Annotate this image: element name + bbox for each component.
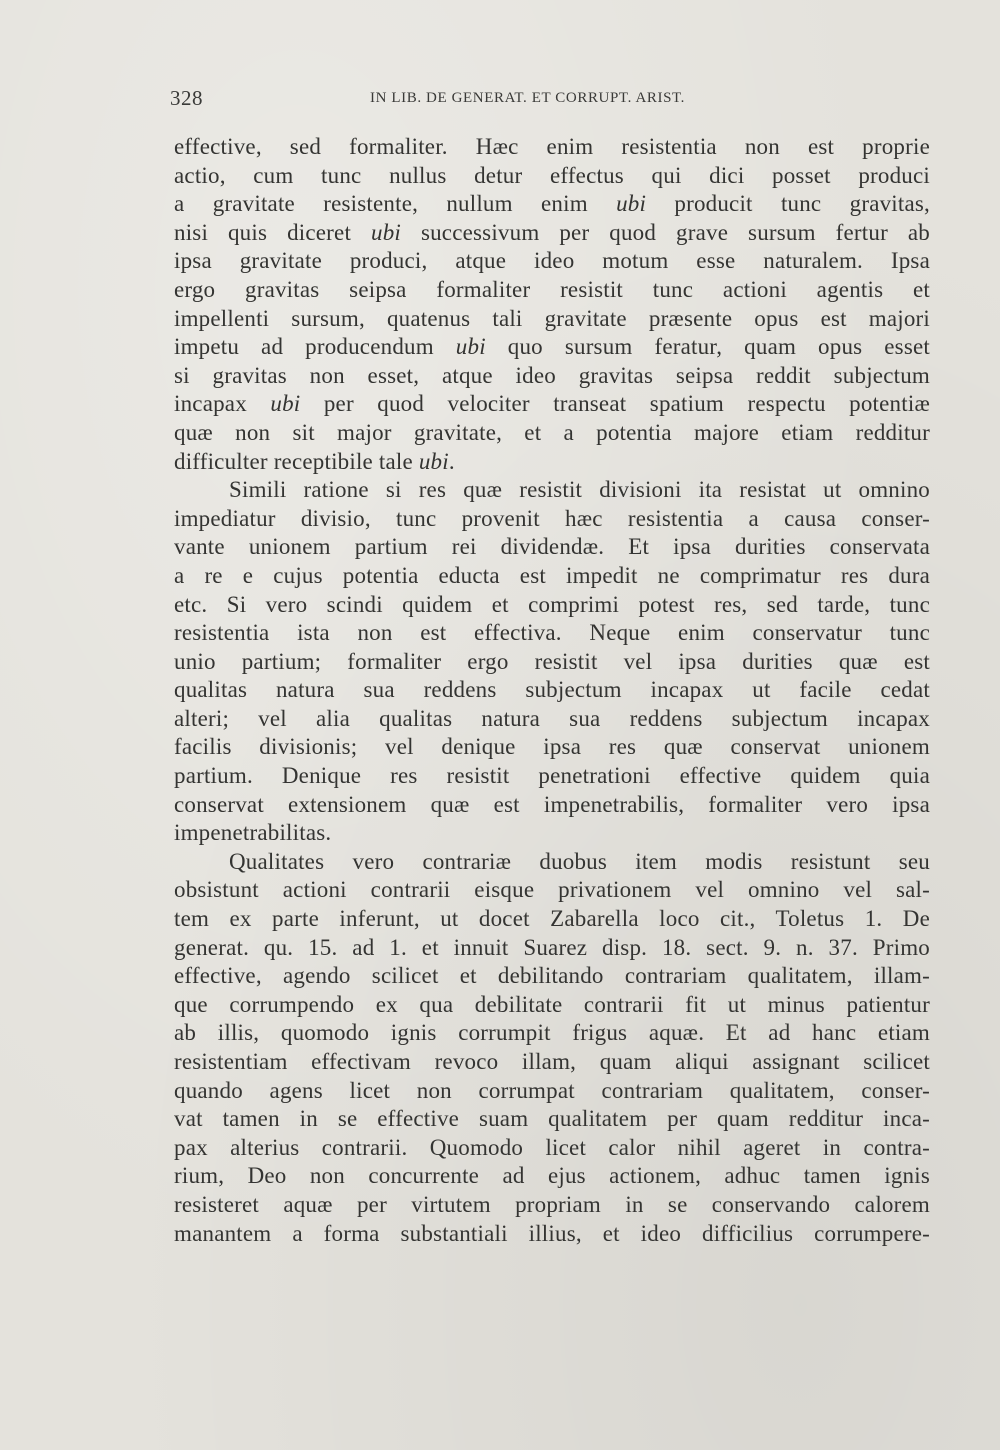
text-line: resisteret aquæ per virtutem propriam in se conservando calorem [174,1191,930,1217]
page-number: 328 [170,86,203,110]
text-line: Qualitates vero contrariæ duobus item modis resistunt seu [229,848,930,874]
text-line: a gravitate resistente, nullum enim ubi producit tunc gravitas, [174,191,930,217]
text-line: resistentiam effectivam revoco illam, quam aliqui assignant scilicet [174,1049,930,1074]
text-line: effective, agendo scilicet et debilitando contrariam qualitatem, illam- [174,963,930,989]
text-line: pax alterius contrarii. Quomodo licet calor nihil ageret in contra- [174,1134,930,1160]
text-line: ipsa gravitate produci, atque ideo motum esse naturalem. Ipsa [174,248,930,274]
text-line: generat. qu. 15. ad 1. et innuit Suarez disp. 18. sect. 9. n. 37. Primo [174,934,930,960]
text-line: difficulter receptibile tale ubi. [174,448,455,474]
page-header [170,86,930,116]
text-line: facilis divisionis; vel denique ipsa res quæ conservat unionem [174,734,930,760]
text-line: impenetrabilitas. [174,820,332,846]
text-line: tem ex parte inferunt, ut docet Zabarella loco cit., Toletus 1. De [174,906,930,932]
text-line: resistentia ista non est effectiva. Neque enim conservatur tunc [174,620,930,646]
text-line: nisi quis diceret ubi successivum per quod grave sursum fertur ab [174,219,930,245]
text-line: effective, sed formaliter. Hæc enim resistentia non est proprie [174,134,930,159]
text-line: ab illis, quomodo ignis corrumpit frigus aquæ. Et ad hanc etiam [174,1020,930,1046]
text-line: impediatur divisio, tunc provenit hæc resistentia a causa conser- [174,505,930,531]
text-line: impetu ad producendum ubi quo sursum feratur, quam opus esset [174,334,930,360]
text-line: etc. Si vero scindi quidem et comprimi potest res, sed tarde, tunc [174,591,930,617]
text-line: a re e cujus potentia educta est impedit ne comprimatur res dura [174,562,930,588]
text-line: rium, Deo non concurrente ad ejus actionem, adhuc tamen ignis [174,1163,930,1189]
text-line: que corrumpendo ex qua debilitate contrarii fit ut minus patientur [174,991,930,1017]
text-line: qualitas natura sua reddens subjectum incapax ut facile cedat [174,677,930,703]
text-line: conservat extensionem quæ est impenetrabilis, formaliter vero ipsa [174,791,930,817]
running-head: IN LIB. DE GENERAT. ET CORRUPT. ARIST. [370,90,686,106]
text-line: manantem a forma substantiali illius, et ideo difficilius corrumpere- [174,1220,930,1246]
text-line: unio partium; formaliter ergo resistit vel ipsa durities quæ est [174,648,930,674]
text-line: actio, cum tunc nullus detur effectus qui dici posset produci [174,162,930,188]
text-line: obsistunt actioni contrarii eisque privationem vel omnino vel sal- [174,877,930,903]
text-line: Simili ratione si res quæ resistit divisioni ita resistat ut omnino [229,477,930,503]
body-text [174,133,930,1248]
text-line: impellenti sursum, quatenus tali gravitate præsente opus est majori [174,305,930,331]
text-line: alteri; vel alia qualitas natura sua reddens subjectum incapax [174,705,930,731]
text-line: si gravitas non esset, atque ideo gravitas seipsa reddit subjectum [174,362,930,388]
text-line: incapax ubi per quod velociter transeat spatium respectu potentiæ [174,391,930,417]
text-line: vat tamen in se effective suam qualitatem per quam redditur inca- [174,1106,930,1132]
text-line: vante unionem partium rei dividendæ. Et ipsa durities conservata [174,534,930,560]
text-line: ergo gravitas seipsa formaliter resistit tunc actioni agentis et [174,276,930,302]
text-line: quæ non sit major gravitate, et a potentia majore etiam redditur [174,419,930,445]
text-line: quando agens licet non corrumpat contrariam qualitatem, conser- [174,1077,930,1103]
text-line: partium. Denique res resistit penetrationi effective quidem quia [174,763,930,789]
